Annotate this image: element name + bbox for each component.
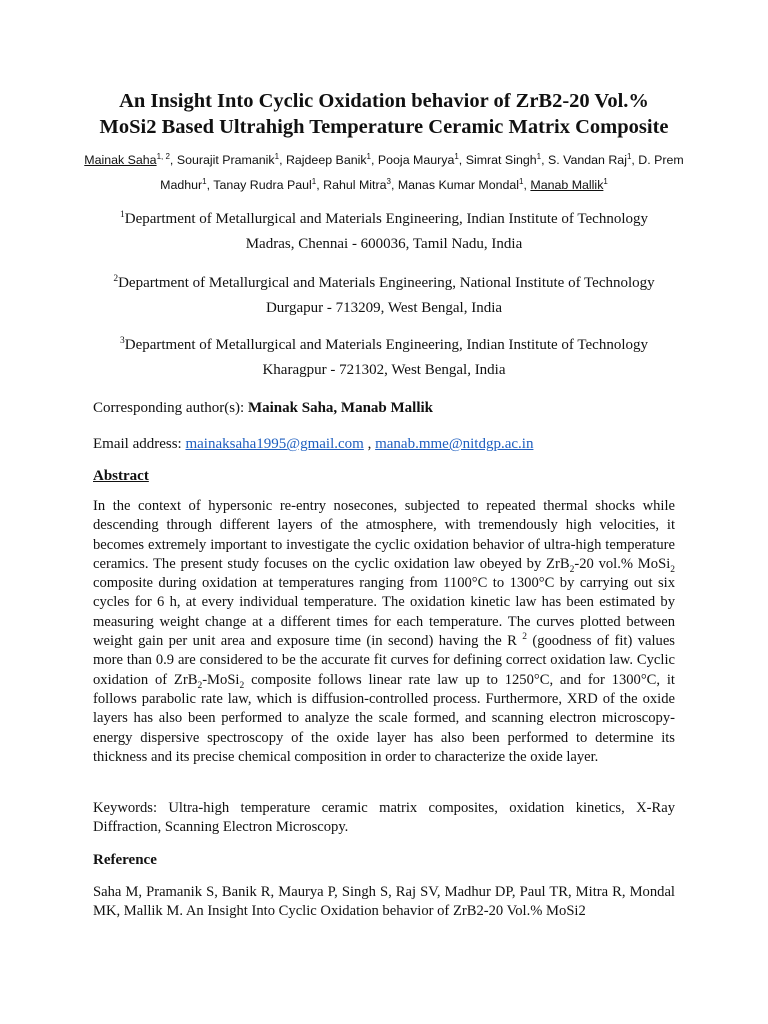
affiliation-1 bbox=[92, 207, 676, 257]
author bbox=[398, 178, 531, 192]
keywords: Keywords: Ultra-high temperature ceramic matrix composites, oxidation kinetics, X-Ray Diffraction, Scanning Electron Microscopy. bbox=[93, 800, 675, 836]
author bbox=[84, 153, 177, 167]
author-separator: , bbox=[631, 153, 639, 167]
author-list bbox=[74, 148, 694, 198]
author-separator: , bbox=[523, 178, 531, 192]
email-link-1[interactable]: mainaksaha1995@gmail.com bbox=[185, 436, 364, 452]
author-name: D. Prem Madhur bbox=[160, 153, 684, 192]
author-name: Simrat Singh bbox=[465, 153, 537, 167]
author-affiliation-sup: 1 bbox=[202, 176, 207, 186]
author-separator: , bbox=[458, 153, 466, 167]
affiliation-line: Kharagpur - 721302, West Bengal, India bbox=[262, 362, 506, 378]
email-label: Email address: bbox=[93, 436, 186, 452]
author-affiliation-sup: 1 bbox=[311, 176, 317, 186]
author-affiliation-sup: 3 bbox=[386, 176, 391, 186]
email-line bbox=[93, 434, 675, 454]
author-affiliation-sup: 1 bbox=[626, 151, 632, 161]
affiliation-3 bbox=[92, 333, 676, 383]
author bbox=[466, 153, 548, 167]
affiliation-line: Department of Metallurgical and Materials Engineering, Indian Institute of Technology bbox=[124, 337, 648, 353]
abstract-heading: Abstract bbox=[93, 468, 149, 484]
author bbox=[378, 153, 466, 167]
author-name: Sourajit Pramanik bbox=[176, 153, 275, 167]
author bbox=[548, 153, 638, 167]
author-separator: , bbox=[169, 153, 177, 167]
author-affiliation-sup: 1 bbox=[366, 151, 371, 161]
author-separator: , bbox=[316, 178, 324, 192]
author-name: Pooja Maurya bbox=[377, 153, 455, 167]
abstract-body: In the context of hypersonic re-entry nosecones, subjected to repeated thermal shocks while descending through different layers of the atmosphere, with tremendously high velocities, it becomes extremely important to investigate the cyclic oxidation behavior of ultra-high temperature ceramics. The present study focuses on the cyclic oxidation law obeyed by ZrB$_2$-20 vol.% MoSi$_2$ composite during oxidation at temperatures ranging from 1100°C to 1300°C by carrying out six cycles for 6 h, at every individual temperature. The oxidation kinetic law has been estimated by measuring weight change at a different times for each temperature. The curves plotted between weight gain per unit area and exposure time (in second) having the R $^2$ (goodness of fit) values more than 0.9 are considered to be the accurate fit curves for defining correct oxidation law. Cyclic oxidation of ZrB$_2$-MoSi$_2$ composite follows linear rate law up to 1250°C, and for 1300°C, it follows parabolic rate law, which is diffusion-controlled process. Furthermore, XRD of the oxide layers has also been performed to analyze the scale formed, and scanning electron microscopy-energy dispersive spectroscopy of the oxide layer has also been performed to determine its thickness and its precise chemical composition in order to characterize the oxide layer. bbox=[93, 498, 675, 765]
author bbox=[286, 153, 378, 167]
author-separator: , bbox=[279, 153, 286, 167]
affiliation-line: Madras, Chennai - 600036, Tamil Nadu, India bbox=[245, 236, 523, 252]
author-affiliation-sup: 1 bbox=[519, 176, 524, 186]
title-line-1: An Insight Into Cyclic Oxidation behavior of ZrB2-20 Vol.% bbox=[119, 90, 649, 112]
author-separator: , bbox=[371, 153, 378, 167]
author bbox=[530, 178, 607, 192]
affiliation-line: Department of Metallurgical and Materials Engineering, National Institute of Technology bbox=[118, 275, 655, 291]
affiliation-sup: 2 bbox=[113, 274, 119, 284]
title-line-2: MoSi2 Based Ultrahigh Temperature Ceramic Matrix Composite bbox=[99, 116, 669, 138]
author-name: Tanay Rudra Paul bbox=[213, 178, 312, 192]
author-name: S. Vandan Raj bbox=[547, 153, 627, 167]
corresponding-authors bbox=[93, 398, 675, 418]
author-name: Manab Mallik bbox=[530, 178, 604, 192]
corresponding-names: Mainak Saha, Manab Mallik bbox=[247, 400, 434, 416]
author bbox=[323, 178, 398, 192]
author-affiliation-sup: 1 bbox=[454, 151, 459, 161]
author-name: Rajdeep Banik bbox=[285, 153, 367, 167]
author-separator: , bbox=[541, 153, 548, 167]
affiliation-sup: 1 bbox=[120, 210, 125, 220]
author bbox=[177, 153, 286, 167]
affiliation-sup: 3 bbox=[120, 336, 125, 346]
affiliation-2 bbox=[92, 271, 676, 321]
author-name: Mainak Saha bbox=[84, 153, 157, 167]
author-name: Rahul Mitra bbox=[323, 178, 387, 192]
affiliation-line: Department of Metallurgical and Materials Engineering, Indian Institute of Technology bbox=[124, 211, 648, 227]
author-affiliation-sup: 1 bbox=[536, 151, 542, 161]
affiliation-line: Durgapur - 713209, West Bengal, India bbox=[265, 300, 503, 316]
corresponding-label: Corresponding author(s): bbox=[93, 400, 248, 416]
email-link-2[interactable]: manab.mme@nitdgp.ac.in bbox=[375, 436, 534, 452]
email-separator: , bbox=[363, 436, 376, 452]
author-separator: , bbox=[390, 178, 398, 192]
paper-title bbox=[60, 88, 708, 140]
author bbox=[213, 178, 323, 192]
author-affiliation-sup: 1 bbox=[603, 176, 608, 186]
author-affiliation-sup: 1, 2 bbox=[156, 151, 170, 161]
reference-text: Saha M, Pramanik S, Banik R, Maurya P, Singh S, Raj SV, Madhur DP, Paul TR, Mitra R, Mondal MK, Mallik M. An Insight Into Cyclic Oxidation behavior of ZrB2-20 Vol.% MoSi2 bbox=[93, 884, 675, 920]
reference-heading: Reference bbox=[93, 852, 157, 868]
author-separator: , bbox=[206, 178, 214, 192]
author-affiliation-sup: 1 bbox=[274, 151, 280, 161]
author-name: Manas Kumar Mondal bbox=[397, 178, 520, 192]
